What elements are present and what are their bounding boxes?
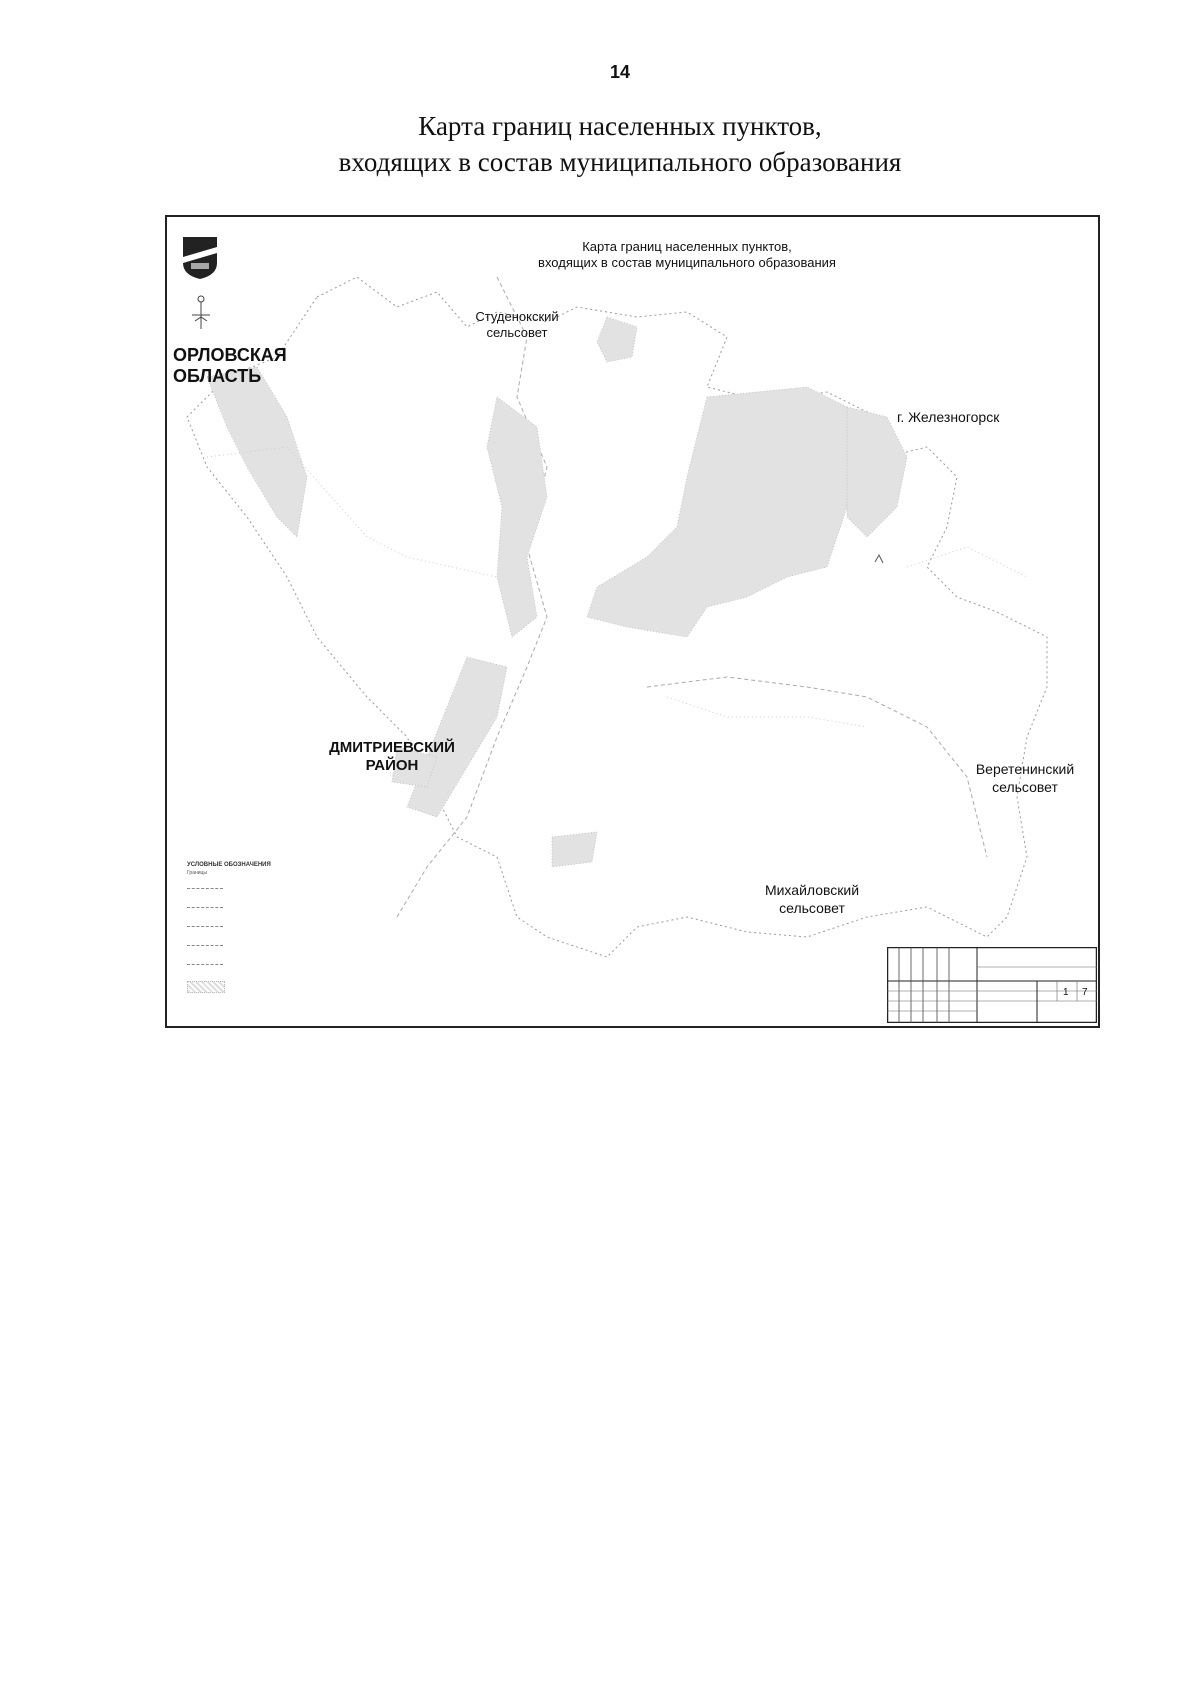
stamp-sheet-total: 7 bbox=[1082, 987, 1088, 998]
label-oblast-line1: ОРЛОВСКАЯ bbox=[173, 345, 287, 365]
legend-line-symbol bbox=[187, 945, 223, 946]
label-veretenino bbox=[955, 760, 1095, 796]
legend-title: УСЛОВНЫЕ ОБОЗНАЧЕНИЯ bbox=[187, 862, 271, 868]
label-veretenino-line2: сельсовет bbox=[992, 779, 1058, 795]
legend-row bbox=[187, 917, 357, 936]
legend-row bbox=[187, 898, 357, 917]
settlement-area-east bbox=[587, 387, 867, 637]
settlement-area-south bbox=[407, 657, 507, 817]
label-dmitriev-line1: ДМИТРИЕВСКИЙ bbox=[329, 739, 455, 756]
legend-line-symbol bbox=[187, 907, 223, 908]
dotted-line-3 bbox=[907, 547, 1027, 577]
title-block-stamp bbox=[887, 947, 1097, 1023]
dotted-line-2 bbox=[667, 697, 867, 727]
legend-line-symbol bbox=[187, 964, 223, 965]
label-dmitriev-line2: РАЙОН bbox=[365, 757, 419, 774]
label-dmitriev bbox=[312, 739, 472, 775]
label-studenok-line1: Студенокский bbox=[475, 309, 559, 324]
settlement-area-s2 bbox=[552, 832, 597, 867]
label-studenok-line2: сельсовет bbox=[486, 325, 548, 340]
legend-swatch-symbol bbox=[187, 981, 225, 993]
stamp-sheet-number: 1 bbox=[1063, 987, 1069, 998]
coat-of-arms-icon bbox=[181, 235, 219, 281]
map-title bbox=[437, 239, 937, 271]
label-mikhailovsky bbox=[737, 881, 887, 917]
legend-row bbox=[187, 879, 357, 898]
label-oblast-line2: ОБЛАСТЬ bbox=[173, 366, 262, 386]
settlement-area-studenok bbox=[597, 317, 637, 362]
legend-line-symbol bbox=[187, 888, 223, 889]
document-title bbox=[0, 108, 1200, 180]
map-title-line2: входящих в состав муниципального образования bbox=[538, 255, 836, 270]
compass-icon bbox=[189, 295, 213, 331]
label-mikhailovsky-line1: Михайловский bbox=[764, 882, 860, 898]
legend-line-symbol bbox=[187, 926, 223, 927]
page-number: 14 bbox=[609, 62, 631, 82]
map-title-line1: Карта границ населенных пунктов, bbox=[582, 239, 792, 254]
settlement-area-center bbox=[487, 397, 547, 637]
label-oblast bbox=[173, 345, 303, 387]
document-title-line1: Карта границ населенных пунктов, bbox=[418, 111, 822, 141]
label-mikhailovsky-line2: сельсовет bbox=[779, 900, 845, 916]
label-veretenino-line1: Веретенинский bbox=[975, 761, 1075, 777]
legend-row bbox=[187, 936, 357, 955]
locator-mark bbox=[875, 555, 883, 563]
settlement-boundary-1 bbox=[647, 677, 987, 857]
settlement-area-nw bbox=[207, 367, 307, 537]
legend-row bbox=[187, 977, 357, 996]
label-zheleznogorsk: г. Железногорск bbox=[897, 409, 1000, 425]
legend-row bbox=[187, 955, 357, 974]
map-frame bbox=[165, 215, 1100, 1028]
legend bbox=[187, 862, 357, 996]
label-studenok bbox=[447, 309, 587, 341]
settlement-area-zhelez bbox=[847, 407, 907, 537]
document-title-line2: входящих в состав муниципального образования bbox=[338, 147, 902, 177]
legend-subtitle: Границы bbox=[187, 870, 207, 876]
